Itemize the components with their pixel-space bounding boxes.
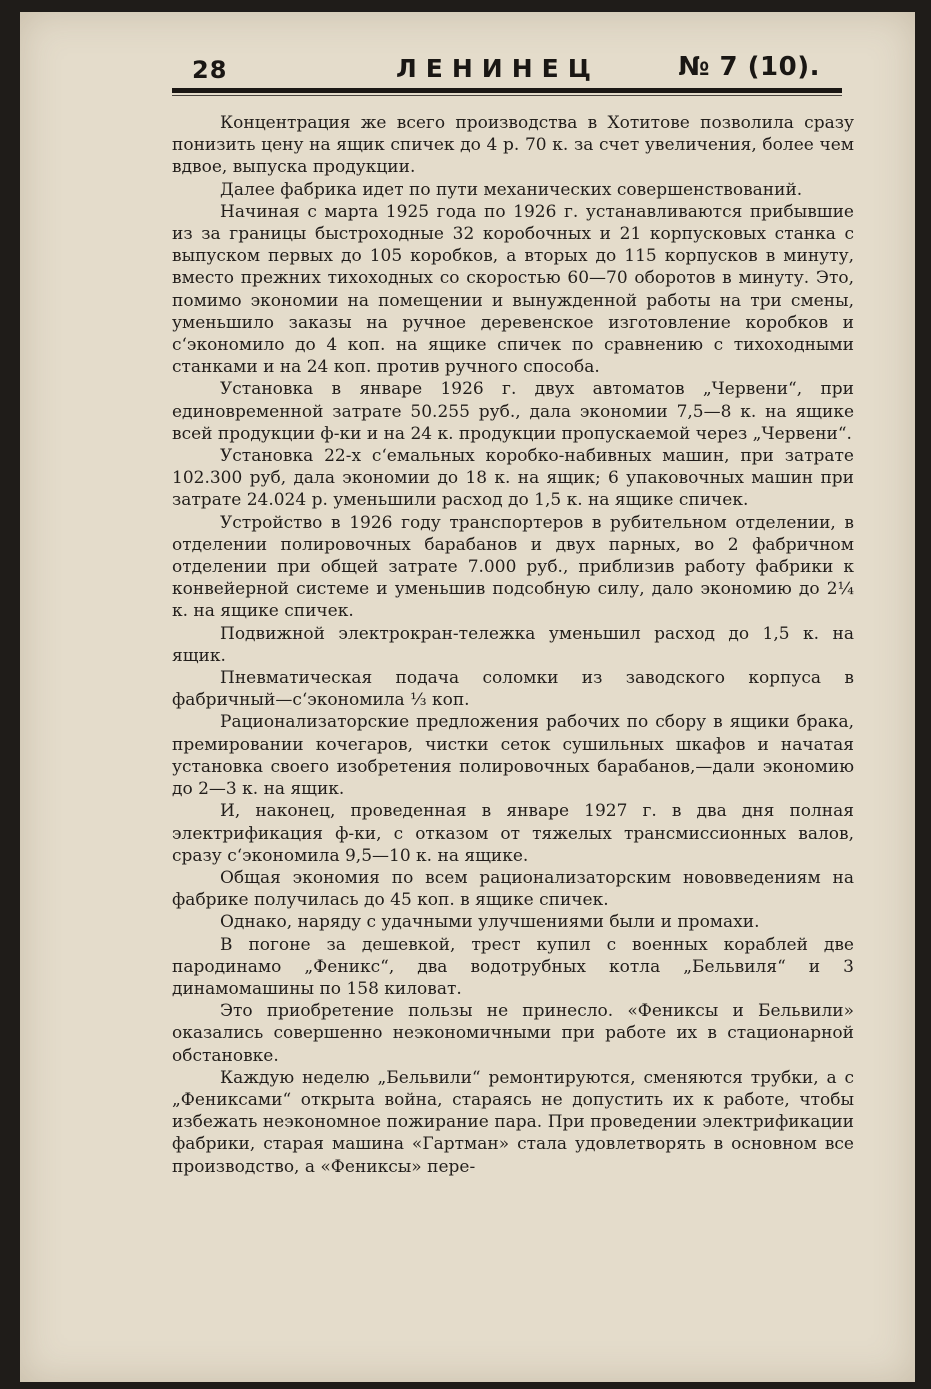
paragraph: И, наконец, проведенная в январе 1927 г. в два дня полная электрификация ф-ки, с отказом от тяжелых трансмиссионных валов, сразу с‘экономила 9,5—10 к. на ящике. — [172, 801, 854, 866]
paragraph: Устройство в 1926 году транспортеров в рубительном отделении, в отделении полировочных барабанов и двух парных, во 2 фабричном отделении при общей затрате 7.000 руб., приблизив работу фабрики к конвейерной системе и уменьшив подсобную силу, дало экономию до 2¼ к. на ящике спичек. — [172, 512, 854, 622]
paragraph: Пневматическая подача соломки из заводского корпуса в фабричный—с‘экономила ⅓ коп. — [172, 668, 854, 711]
page-header — [174, 44, 840, 84]
paragraph: Рационализаторские предложения рабочих по сбору в ящики брака, премировании кочегаров, чистки сеток сушильных шкафов и начатая установка своего изобретения полировочных барабанов,—дали экономию до 2—3 к. на ящик. — [172, 712, 854, 800]
header-rule — [172, 88, 842, 93]
issue-number: № 7 (10). — [678, 52, 820, 82]
paragraph: В погоне за дешевкой, трест купил с военных кораблей две пародинамо „Феникс“, два водотрубных котла „Бельвиля“ и 3 динамомашины по 158 киловат. — [172, 934, 854, 999]
paragraph: Концентрация же всего производства в Хотитове позволила сразу понизить цену на ящик спичек до 4 р. 70 к. за счет увеличения, более чем вдвое, выпуска продукции. — [172, 113, 854, 178]
article-body — [172, 112, 854, 1178]
paragraph: Каждую неделю „Бельвили“ ремонтируются, сменяются трубки, а с „Фениксами“ открыта война, стараясь не допустить их к работе, чтобы избежать неэкономное пожирание пара. При проведении электрификации фабрики, старая машина «Гартман» стала удовлетворять в основном все производство, а «Фениксы» пере- — [172, 1067, 854, 1177]
header-rule-thin — [172, 95, 842, 96]
paragraph: Начиная с марта 1925 года по 1926 г. устанавливаются прибывшие из за границы быстроходные 32 коробочных и 21 корпусковых станка с выпуском первых до 105 коробков, а вторых до 115 корпусков в минуту, вместо прежних тихоходных со скоростью 60—70 оборотов в минуту. Это, помимо экономии на помещении и вынужденной работы на три смены, уменьшило заказы на ручное деревенское изготовление коробков и с‘экономило до 4 коп. на ящике спичек по сравнению с тихоходными станками и на 24 коп. против ручного способа. — [172, 201, 854, 378]
paragraph: Далее фабрика идет по пути механических совершенствований. — [220, 179, 803, 200]
paragraph: Общая экономия по всем рационализаторским нововведениям на фабрике получилась до 45 коп. в ящике спичек. — [172, 867, 854, 911]
page-number: 28 — [192, 56, 228, 84]
paragraph: Подвижной электрокран-тележка уменьшил расход до 1,5 к. на ящик. — [172, 623, 854, 666]
paragraph: Однако, наряду с удачными улучшениями были и промахи. — [220, 912, 760, 933]
paragraph: Установка 22-х с‘емальных коробко-набивных машин, при затрате 102.300 руб, дала экономии до 18 к. на ящик; 6 упаковочных машин при затрате 24.024 р. уменьшили расход до 1,5 к. на ящике спичек. — [172, 446, 854, 511]
paragraph: Это приобретение пользы не принесло. «Фениксы и Бельвили» оказались совершенно неэкономичными при работе их в стационарной обстановке. — [172, 1001, 854, 1066]
paragraph: Установка в январе 1926 г. двух автоматов „Червени“, при единовременной затрате 50.255 руб., дала экономии 7,5—8 к. на ящике всей продукции ф-ки и на 24 к. продукции пропускаемой через „Червени“. — [172, 379, 854, 444]
journal-title: ЛЕНИНЕЦ — [396, 54, 600, 83]
